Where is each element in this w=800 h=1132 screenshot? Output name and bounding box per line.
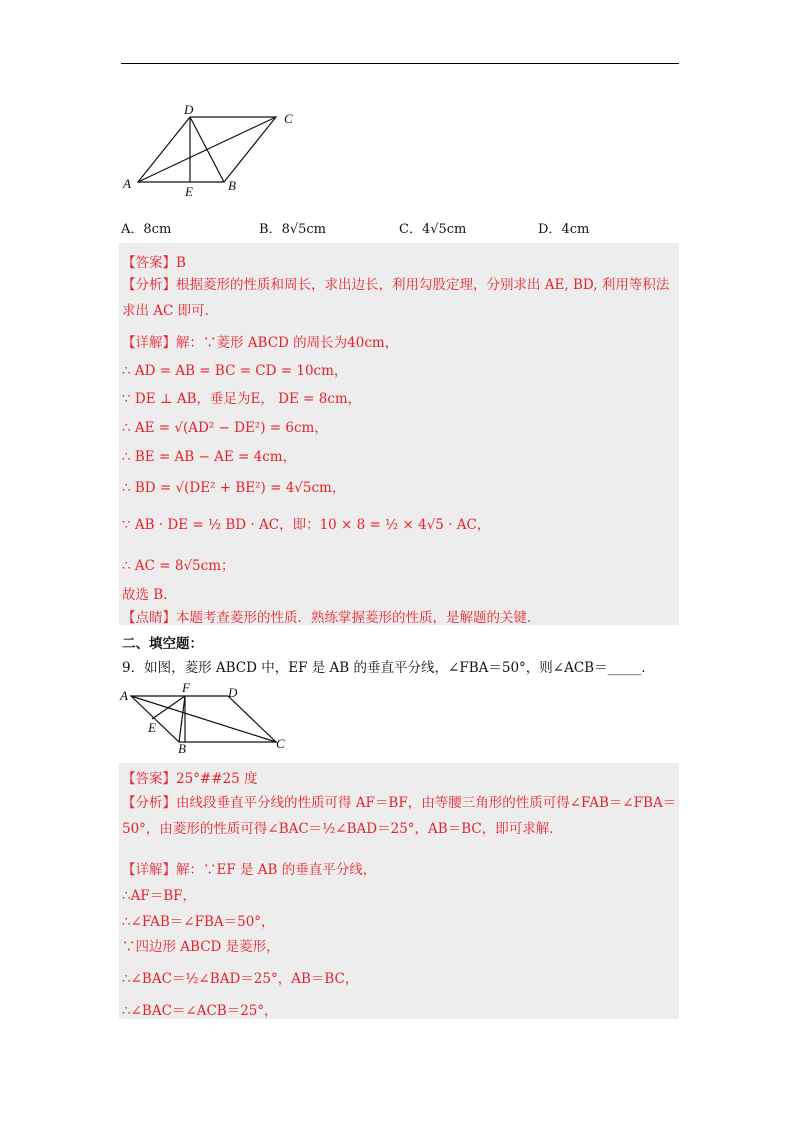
q8-detail-line: 【详解】解：∵菱形 ABCD 的周长为40cm， <box>122 335 399 351</box>
q8-detail-line: ∴ BE = AB − AE = 4cm， <box>122 449 297 465</box>
label-b: B <box>178 741 186 754</box>
option-d[interactable]: D．4cm <box>538 222 590 237</box>
q9-detail-line: ∴∠BAC＝½∠BAD＝25°，AB＝BC， <box>122 971 359 987</box>
q8-detail-line: ∵ AB · DE = ½ BD · AC，即：10 × 8 = ½ × 4√5 · AC， <box>122 517 491 533</box>
q8-rhombus-figure <box>118 100 308 200</box>
q9-detail-line: ∴∠FAB＝∠FBA＝50°， <box>122 914 275 930</box>
label-e: E <box>185 184 193 199</box>
label-e: E <box>148 720 156 735</box>
q9-question: 9．如图，菱形 ABCD 中，EF 是 AB 的垂直平分线，∠FBA＝50°，则∠ACB＝_____． <box>122 660 655 676</box>
q9-detail-line: ∵四边形 ABCD 是菱形， <box>122 939 280 955</box>
label-d: D <box>184 102 194 117</box>
label-a: A <box>123 176 131 191</box>
option-a[interactable]: A．8cm <box>121 222 172 237</box>
label-b: B <box>228 178 236 193</box>
q8-detail-line: ∴ AE = √(AD² − DE²) = 6cm， <box>122 420 328 436</box>
q9-analysis: 【分析】由线段垂直平分线的性质可得 AF＝BF，由等腰三角形的性质可得∠FAB＝∠FBA＝50°，由菱形的性质可得∠BAC＝½∠BAD＝25°，AB＝BC，即可求解． <box>122 795 677 837</box>
diagonal-bd <box>190 117 224 182</box>
q9-answer: 【答案】25°##25 度 <box>122 771 258 787</box>
q8-analysis: 【分析】根据菱形的性质和周长，求出边长，利用勾股定理，分别求出 AE, BD, 利用等积法求出 AC 即可. <box>122 277 670 319</box>
q8-options <box>121 218 681 236</box>
q8-detail-line: ∴ AC = 8√5cm； <box>122 558 235 574</box>
label-c: C <box>276 736 285 751</box>
section-title: 二、填空题： <box>122 636 203 652</box>
option-c[interactable]: C．4√5cm <box>399 222 467 237</box>
q9-detail-line: ∴AF＝BF， <box>122 888 196 904</box>
q8-detail-line: ∴ BD = √(DE² + BE²) = 4√5cm， <box>122 480 346 496</box>
q8-detail-line: 故选 B. <box>122 587 168 603</box>
q8-detail-line: ∵ DE ⊥ AB，垂足为E， DE = 8cm， <box>122 391 362 407</box>
label-c: C <box>284 111 293 126</box>
q8-detail-line: ∴ AD = AB = BC = CD = 10cm， <box>122 363 348 379</box>
label-a: A <box>120 688 128 703</box>
q9-detail-line: ∴∠BAC＝∠ACB＝25°， <box>122 1003 278 1019</box>
q9-rhombus-figure <box>118 682 298 754</box>
q8-answer: 【答案】B <box>122 255 186 271</box>
q9-detail-line: 【详解】解：∵EF 是 AB 的垂直平分线， <box>122 862 377 878</box>
q8-comment: 【点睛】本题考查菱形的性质．熟练掌握菱形的性质，是解题的关键． <box>122 610 541 626</box>
label-f: F <box>182 682 190 695</box>
header-rule <box>121 63 679 64</box>
segment-fb <box>179 696 185 742</box>
option-b[interactable]: B．8√5cm <box>259 222 326 237</box>
label-d: D <box>228 685 238 700</box>
segment-fe <box>152 696 185 719</box>
